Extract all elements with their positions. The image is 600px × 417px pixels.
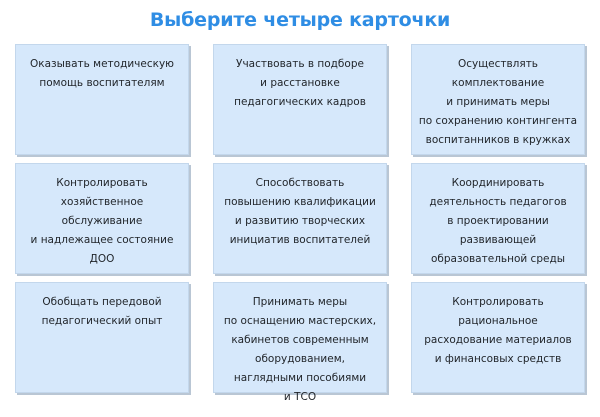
card-4[interactable] [15,163,189,274]
card-7-label: Обобщать передовой педагогический опыт [41,296,163,327]
card-7[interactable] [15,282,189,393]
page-title: Выберите четыре карточки [149,9,451,31]
card-grid [15,44,585,413]
card-4-label: Контролировать хозяйственное обслуживание и надлежащее состояние ДОО [30,177,174,265]
card-5-label: Способствовать повышению квалификации и развитию творческих инициатив воспитателей [224,177,376,246]
card-3[interactable] [411,44,585,155]
card-5[interactable] [213,163,387,274]
card-1-label: Оказывать методическую помощь воспитателям [29,58,175,89]
card-2[interactable] [213,44,387,155]
card-9-label: Контролировать рациональное расходование материалов и финансовых средств [424,296,572,365]
card-6[interactable] [411,163,585,274]
card-6-label: Координировать деятельность педагогов в проектировании развивающей образовательной среды [429,177,567,265]
card-8-label: Принимать меры по оснащению мастерских, кабинетов современным оборудованием, наглядными пособиями и ТСО [223,296,377,403]
card-8[interactable] [213,282,387,403]
card-2-label: Участвовать в подборе и расстановке педагогических кадров [234,58,366,108]
card-1[interactable] [15,44,189,155]
card-9[interactable] [411,282,585,393]
card-3-label: Осуществлять комплектование и принимать меры по сохранению контингента воспитанников в кружках [418,58,578,146]
